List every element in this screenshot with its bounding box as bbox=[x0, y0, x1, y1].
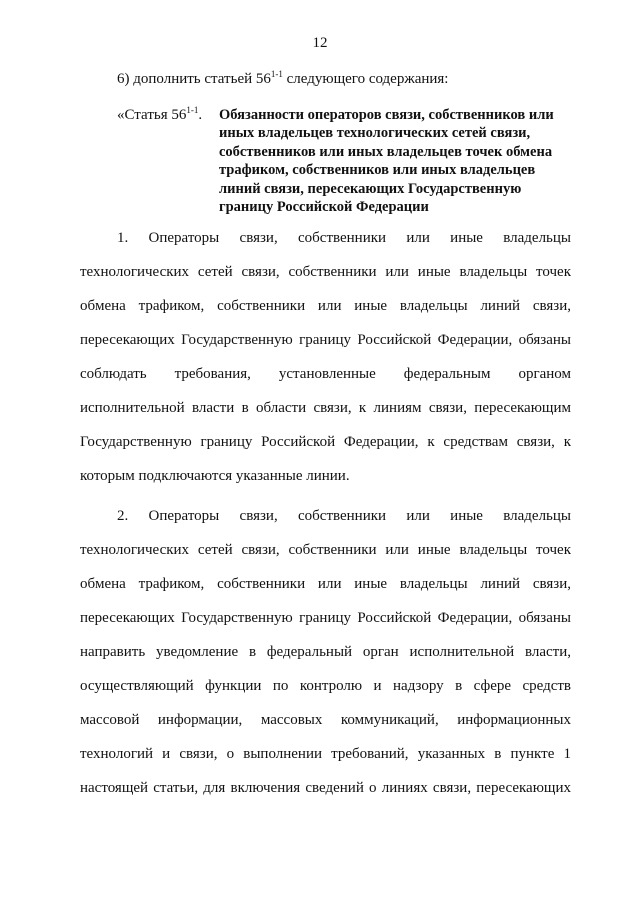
paragraph-line: осуществляющий функции по контролю и надзору в сфере средств bbox=[80, 678, 571, 694]
paragraph-line: Государственную границу Российской Федерации, к средствам связи, к bbox=[80, 434, 571, 450]
article-label-suffix: . bbox=[198, 107, 203, 123]
paragraph-line: обмена трафиком, собственники или иные владельцы линий связи, bbox=[80, 298, 571, 314]
page-number: 12 bbox=[312, 35, 328, 51]
paragraph-line: соблюдать требования, установленные федеральным органом bbox=[80, 366, 571, 382]
intro-prefix: 6) дополнить статьей 56 bbox=[117, 71, 271, 87]
paragraph-line: массовой информации, массовых коммуникаций, информационных bbox=[80, 712, 571, 728]
paragraph-line: исполнительной власти в области связи, к линиям связи, пересекающим bbox=[80, 400, 571, 416]
article-label-prefix: «Статья 56 bbox=[117, 107, 187, 123]
paragraph-line: 1. Операторы связи, собственники или иные владельцы bbox=[117, 230, 571, 246]
paragraph-line: которым подключаются указанные линии. bbox=[80, 468, 350, 484]
paragraph-line: направить уведомление в федеральный орган исполнительной власти, bbox=[80, 644, 571, 660]
article-title: Обязанности операторов связи, собственников или иных владельцев технологических сетей связи, собственников или иных владельцев точек обмена трафиком, собственников или иных владельцев линий связи, пересекающих Государственную границу Российской Федерации bbox=[219, 107, 554, 216]
paragraph-line: пересекающих Государственную границу Российской Федерации, обязаны bbox=[80, 610, 571, 626]
paragraph-line: обмена трафиком, собственники или иные владельцы линий связи, bbox=[80, 576, 571, 592]
paragraph-1 bbox=[80, 229, 571, 501]
paragraph-line: технологических сетей связи, собственники или иные владельцы точек bbox=[80, 542, 571, 558]
paragraph-line: пересекающих Государственную границу Российской Федерации, обязаны bbox=[80, 332, 571, 348]
paragraph-line: 2. Операторы связи, собственники или иные владельцы bbox=[117, 508, 571, 524]
paragraph-line: технологий и связи, о выполнении требований, указанных в пункте 1 bbox=[80, 746, 571, 762]
article-label-superscript: 1-1 bbox=[186, 105, 199, 115]
paragraph-2 bbox=[80, 507, 571, 813]
paragraph-line: технологических сетей связи, собственники или иные владельцы точек bbox=[80, 264, 571, 280]
paragraph-line: настоящей статьи, для включения сведений о линиях связи, пересекающих bbox=[80, 780, 571, 796]
article-label bbox=[117, 106, 202, 124]
intro-suffix: следующего содержания: bbox=[282, 71, 449, 87]
amendment-intro bbox=[117, 70, 577, 88]
intro-superscript: 1-1 bbox=[270, 69, 283, 79]
